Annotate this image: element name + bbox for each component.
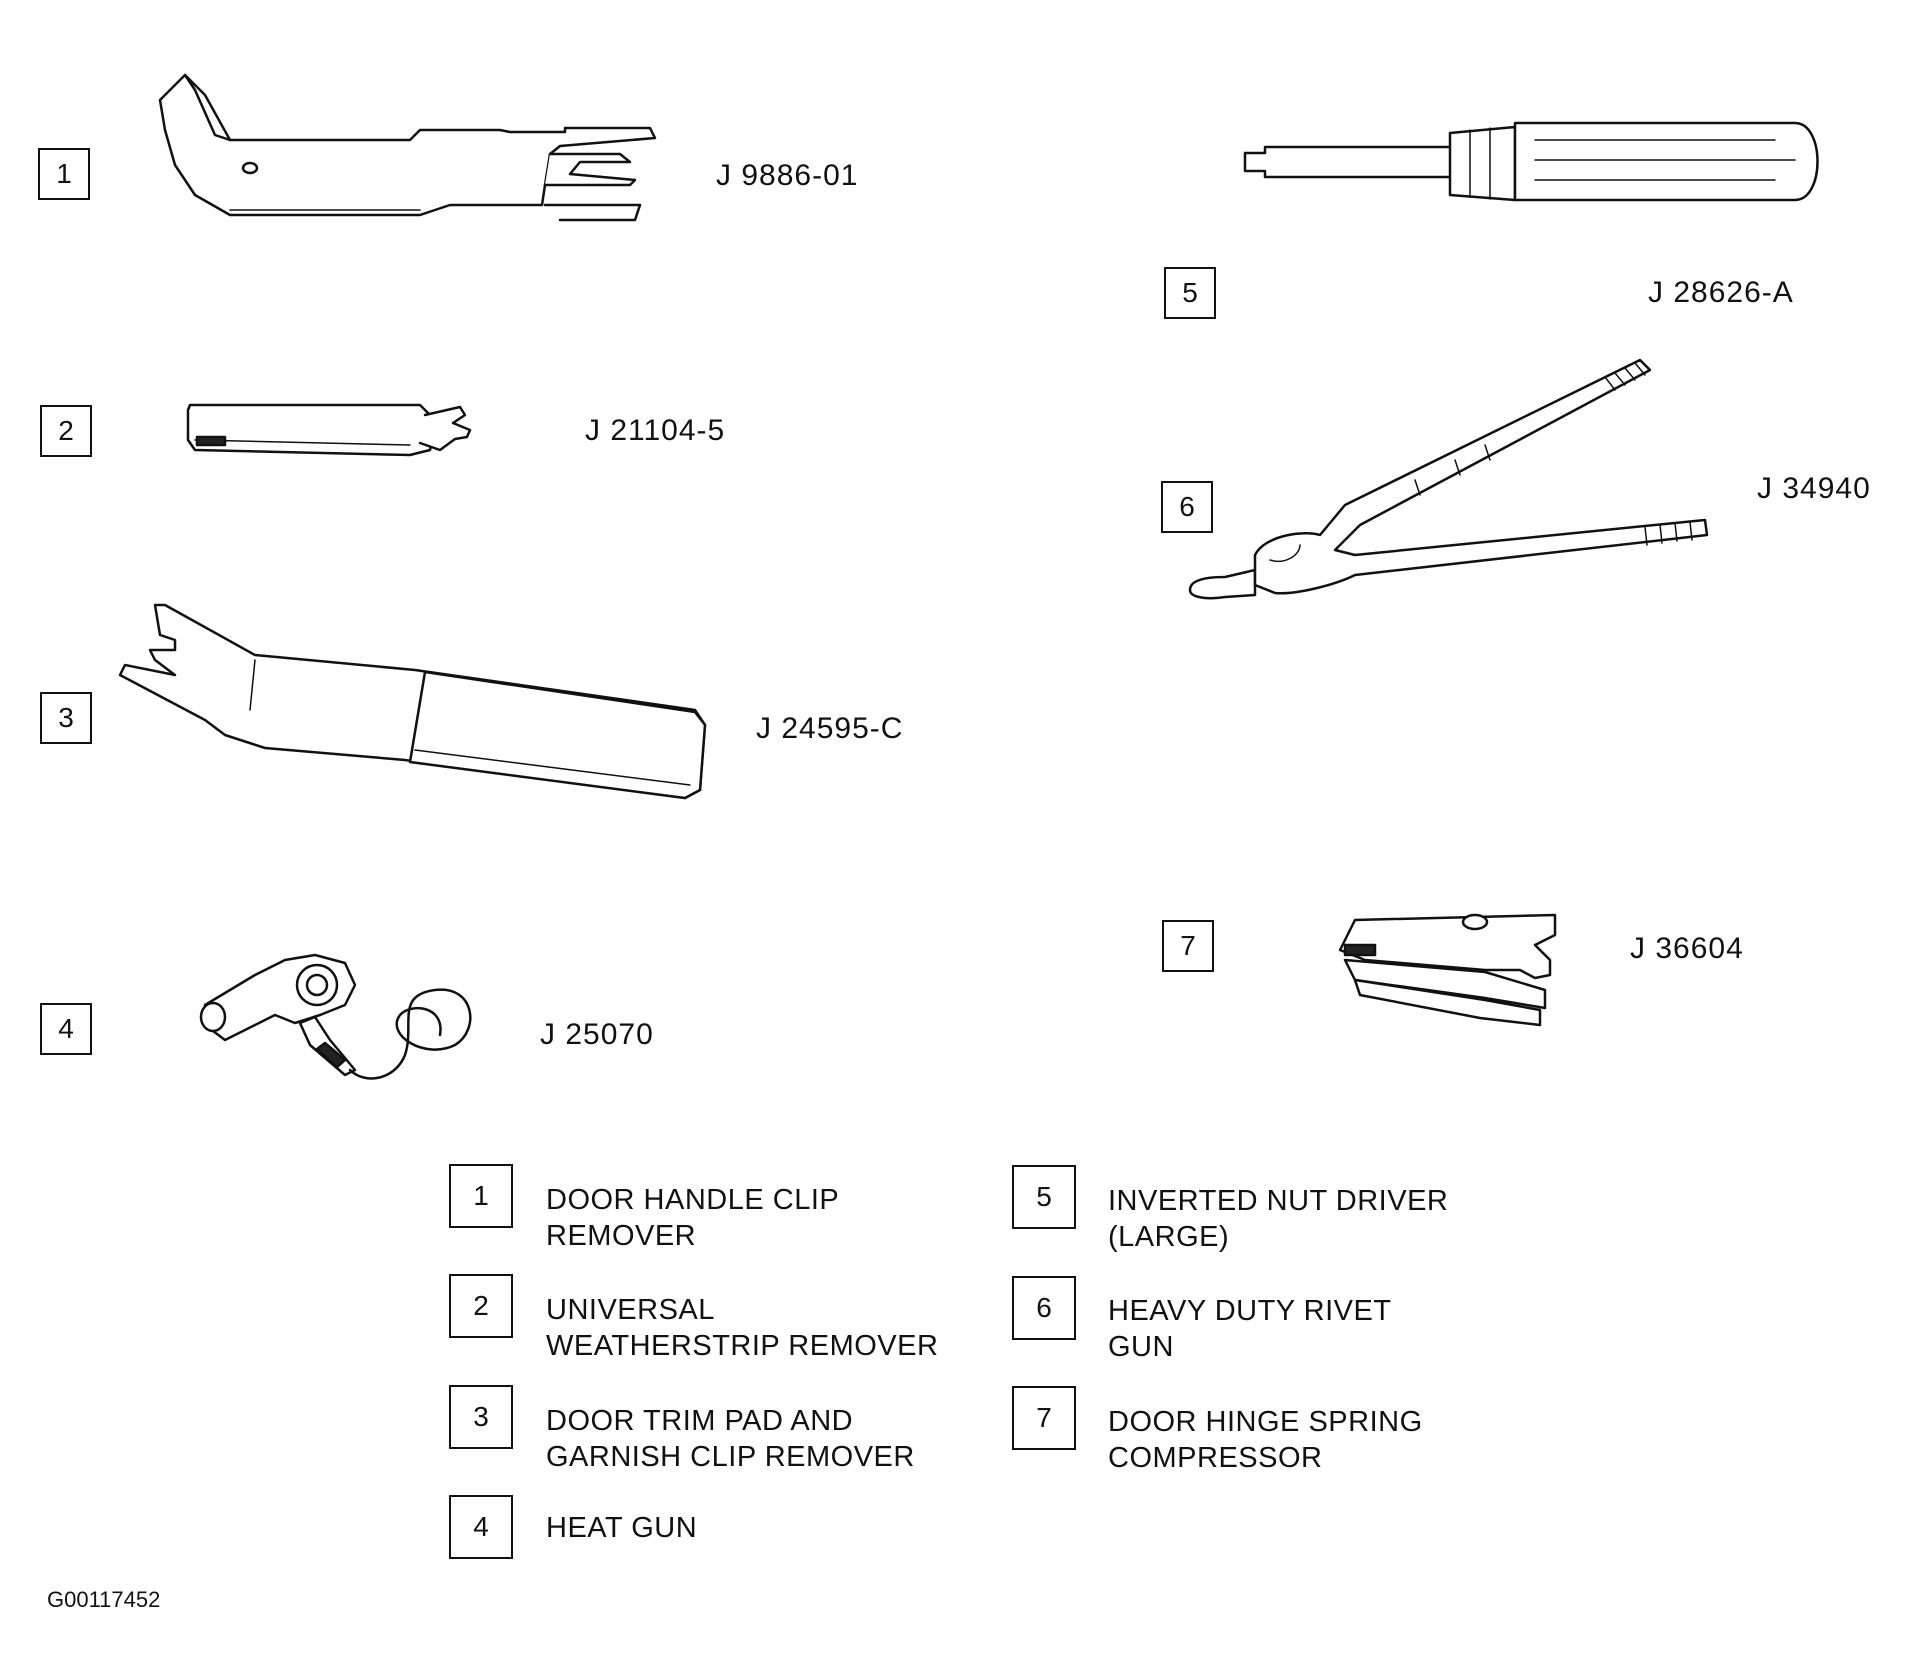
legend-1-description: DOOR HANDLE CLIP REMOVER	[546, 1184, 840, 1252]
tool-2-part-number: J 21104-5	[585, 414, 726, 447]
legend-2-number-box: 2	[449, 1274, 513, 1338]
figure-id: G00117452	[47, 1587, 161, 1612]
tool-6-part-number: J 34940	[1757, 472, 1871, 505]
universal-weatherstrip-remover-illustration	[185, 395, 485, 465]
legend-5-number-box: 5	[1012, 1165, 1076, 1229]
tool-5-part-number: J 28626-A	[1648, 276, 1794, 309]
tool-7-part-number: J 36604	[1630, 932, 1744, 965]
legend-2-description: UNIVERSAL WEATHERSTRIP REMOVER	[546, 1294, 939, 1362]
inverted-nut-driver-illustration	[1235, 115, 1825, 215]
tool-1-part-number: J 9886-01	[716, 159, 859, 192]
legend-7-description: DOOR HINGE SPRING COMPRESSOR	[1108, 1406, 1423, 1474]
legend-6-description: HEAVY DUTY RIVET GUN	[1108, 1295, 1392, 1363]
tool-6-number-box: 6	[1161, 481, 1213, 533]
door-trim-pad-garnish-clip-remover-illustration	[115, 600, 715, 805]
tool-2-number-box: 2	[40, 405, 92, 457]
door-handle-clip-remover-illustration	[150, 70, 670, 230]
legend-3-number-box: 3	[449, 1385, 513, 1449]
tool-3-part-number: J 24595-C	[756, 712, 904, 745]
tool-3-number-box: 3	[40, 692, 92, 744]
heat-gun-illustration	[195, 935, 495, 1095]
tool-1-number-box: 1	[38, 148, 90, 200]
tool-4-part-number: J 25070	[540, 1018, 654, 1051]
legend-3-description: DOOR TRIM PAD AND GARNISH CLIP REMOVER	[546, 1405, 915, 1473]
legend-5-description: INVERTED NUT DRIVER (LARGE)	[1108, 1185, 1449, 1253]
legend-4-number-box: 4	[449, 1495, 513, 1559]
tool-4-number-box: 4	[40, 1003, 92, 1055]
door-hinge-spring-compressor-illustration	[1335, 900, 1565, 1025]
legend-4-description: HEAT GUN	[546, 1512, 698, 1544]
legend-1-number-box: 1	[449, 1164, 513, 1228]
tool-5-number-box: 5	[1164, 267, 1216, 319]
legend-7-number-box: 7	[1012, 1386, 1076, 1450]
heavy-duty-rivet-gun-illustration	[1185, 355, 1715, 605]
legend-6-number-box: 6	[1012, 1276, 1076, 1340]
tool-7-number-box: 7	[1162, 920, 1214, 972]
